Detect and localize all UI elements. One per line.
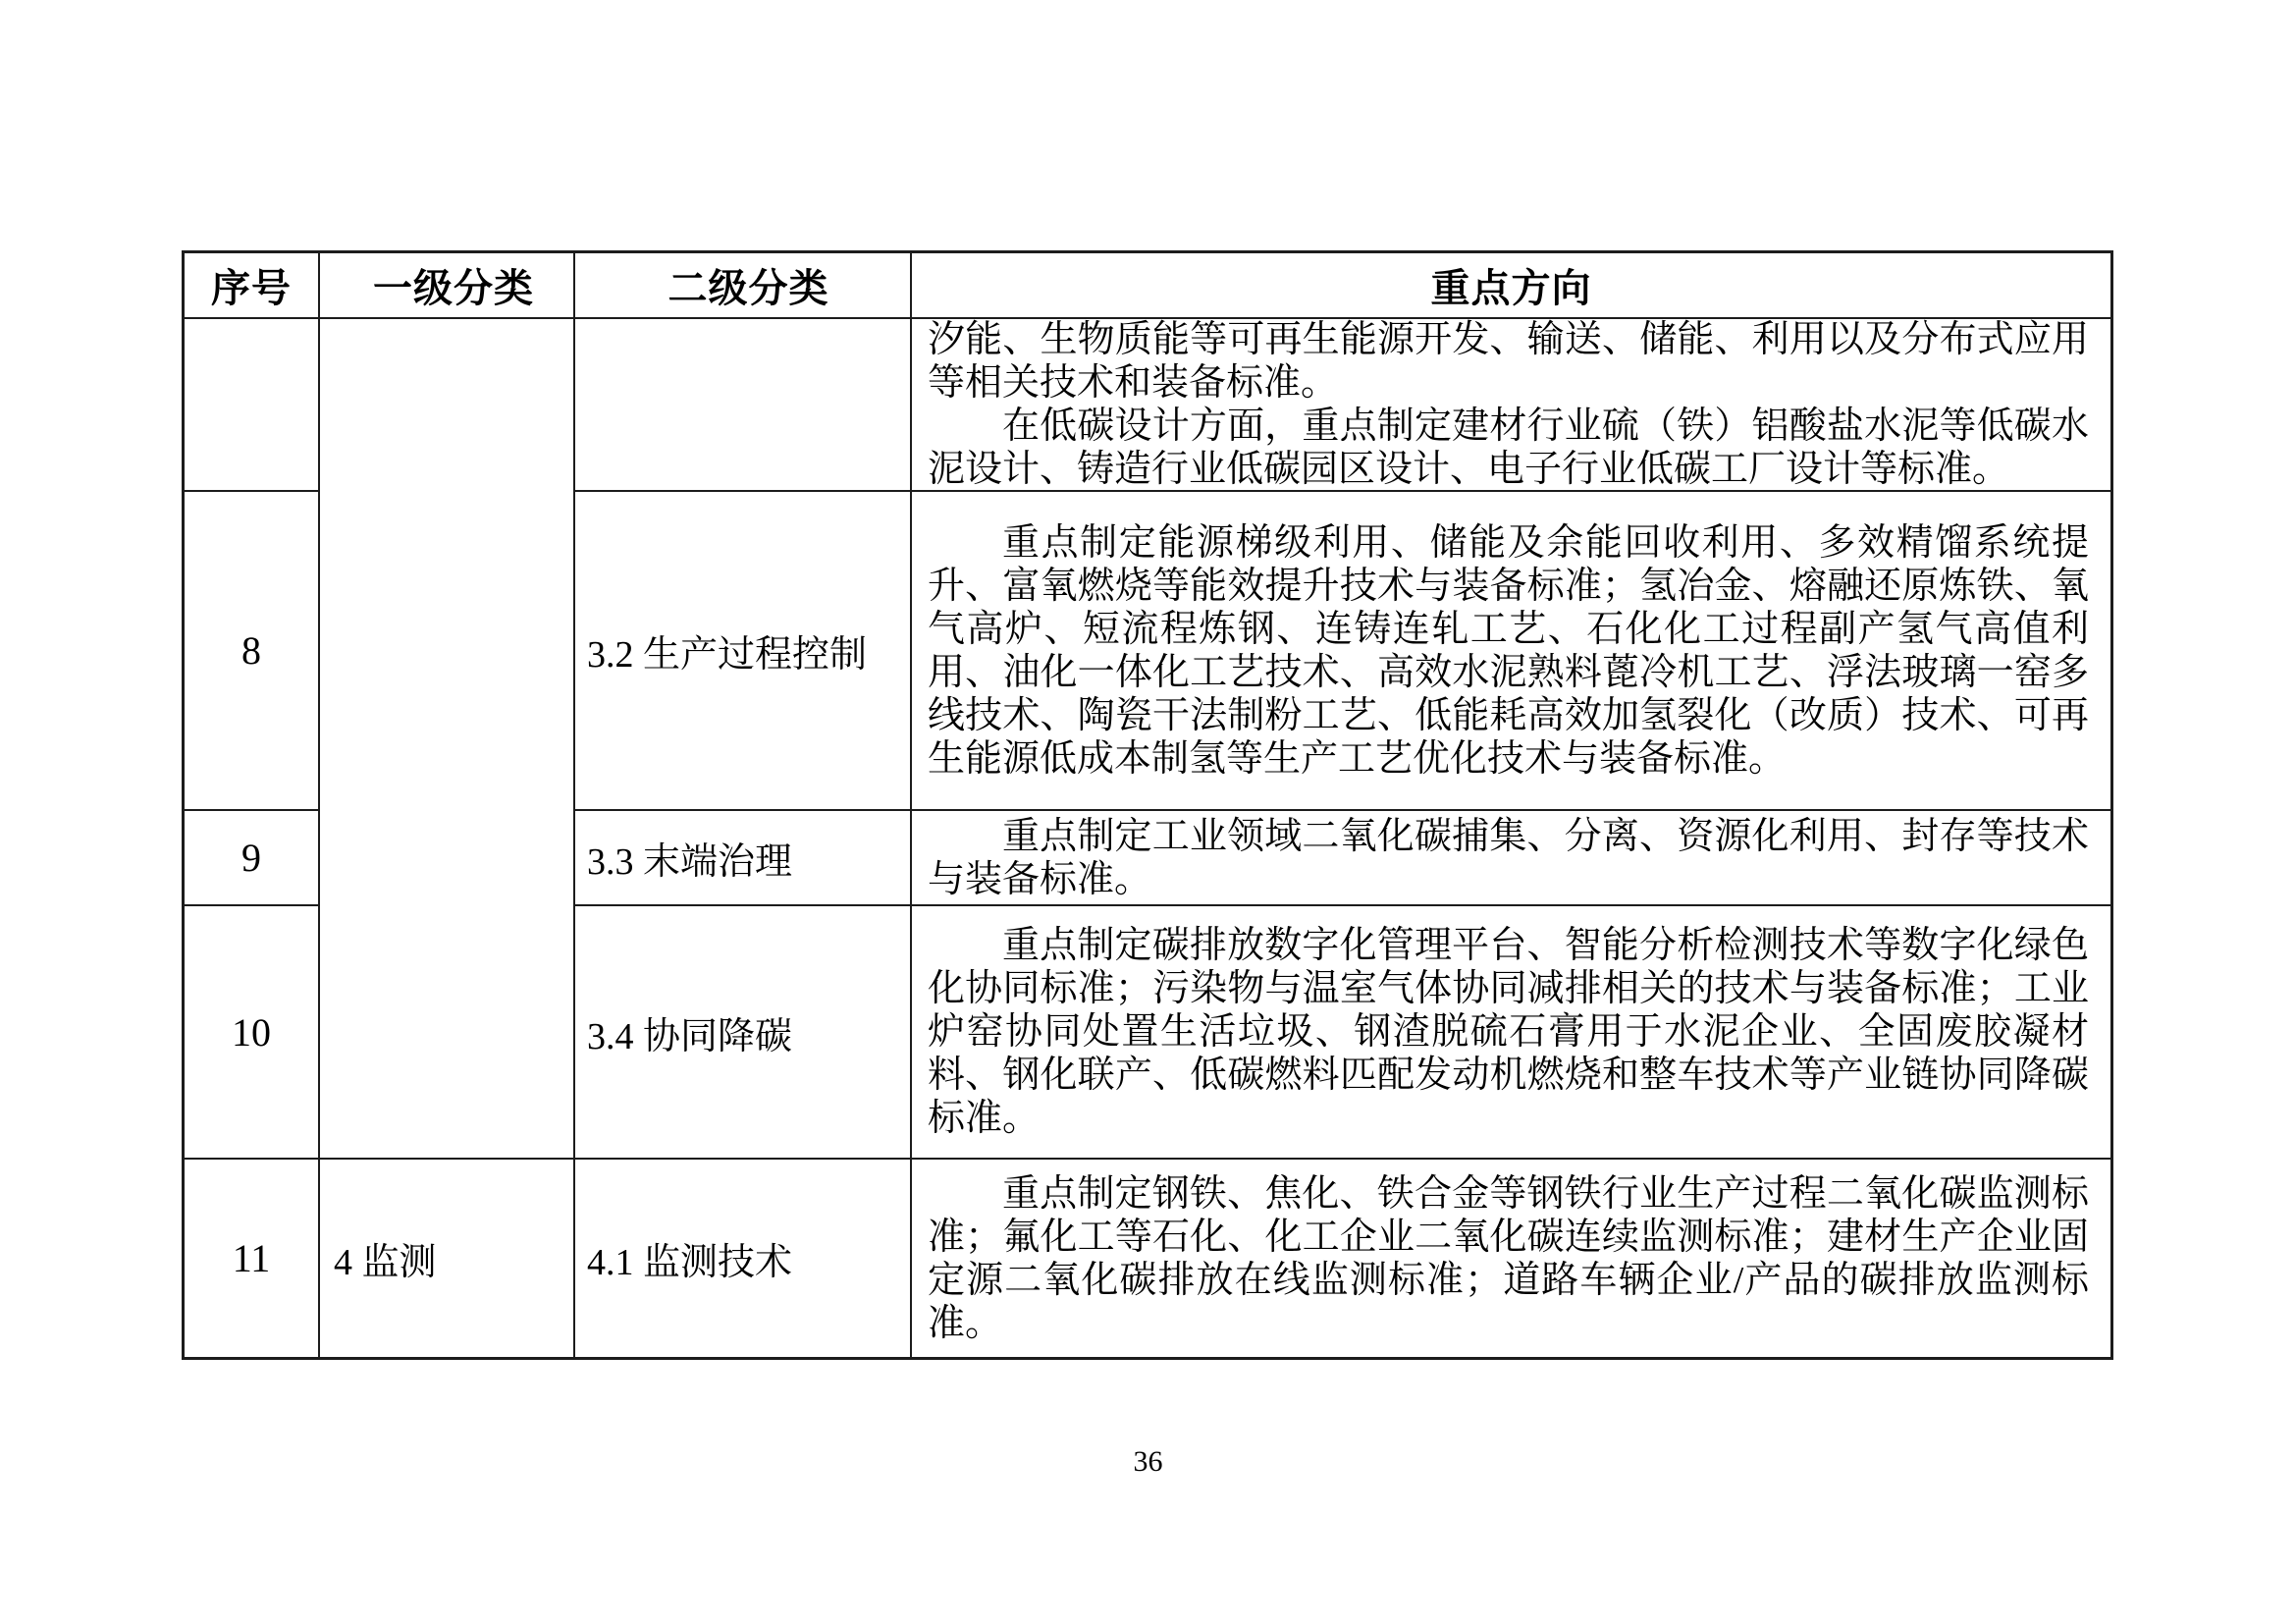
classification-table bbox=[182, 250, 2113, 1360]
focus-cell-4-1 bbox=[912, 1160, 2110, 1357]
focus-cell-continuation bbox=[912, 319, 2110, 492]
page-number: 36 bbox=[1133, 1445, 1163, 1478]
serial-cell-10: 10 bbox=[185, 906, 320, 1160]
serial-cell-11: 11 bbox=[185, 1160, 320, 1357]
header-serial-number: 序号 bbox=[185, 253, 320, 319]
paragraph: 汐能、生物质能等可再生能源开发、输送、储能、利用以及分布式应用等相关技术和装备标准。 bbox=[928, 319, 2089, 404]
serial-cell-9: 9 bbox=[185, 811, 320, 906]
focus-cell-3-3 bbox=[912, 811, 2110, 906]
header-key-direction: 重点方向 bbox=[912, 253, 2110, 319]
paragraph: 重点制定能源梯级利用、储能及余能回收利用、多效精馏系统提升、富氧燃烧等能效提升技术与装备标准；氢冶金、熔融还原炼铁、氧气高炉、短流程炼钢、连铸连轧工艺、石化化工过程副产氢气高值利用、油化一体化工艺技术、高效水泥熟料蓖冷机工艺、浮法玻璃一窑多线技术、陶瓷干法制粉工艺、低能耗高效加氢裂化（改质）技术、可再生能源低成本制氢等生产工艺优化技术与装备标准。 bbox=[928, 521, 2089, 780]
serial-cell-8: 8 bbox=[185, 492, 320, 811]
level1-cell-4: 4 监测 bbox=[320, 1160, 575, 1357]
paragraph: 重点制定碳排放数字化管理平台、智能分析检测技术等数字化绿色化协同标准；污染物与温室气体协同减排相关的技术与装备标准；工业炉窑协同处置生活垃圾、钢渣脱硫石膏用于水泥企业、全固废胶凝材料、钢化联产、低碳燃料匹配发动机燃烧和整车技术等产业链协同降碳标准。 bbox=[928, 925, 2089, 1139]
paragraph: 重点制定钢铁、焦化、铁合金等钢铁行业生产过程二氧化碳监测标准；氟化工等石化、化工企业二氧化碳连续监测标准；建材生产企业固定源二氧化碳排放在线监测标准；道路车辆企业/产品的碳排放监测标准。 bbox=[928, 1172, 2089, 1344]
level2-cell-3-3: 3.3 末端治理 bbox=[575, 811, 912, 906]
level2-cell-3-2: 3.2 生产过程控制 bbox=[575, 492, 912, 811]
header-level1-category: 一级分类 bbox=[320, 253, 575, 319]
level1-cell-merged-empty bbox=[320, 319, 575, 1160]
level2-cell-empty bbox=[575, 319, 912, 492]
focus-cell-3-2 bbox=[912, 492, 2110, 811]
level2-cell-3-4: 3.4 协同降碳 bbox=[575, 906, 912, 1160]
level2-cell-4-1: 4.1 监测技术 bbox=[575, 1160, 912, 1357]
serial-cell-empty bbox=[185, 319, 320, 492]
paragraph: 在低碳设计方面，重点制定建材行业硫（铁）铝酸盐水泥等低碳水泥设计、铸造行业低碳园区设计、电子行业低碳工厂设计等标准。 bbox=[928, 406, 2089, 490]
focus-cell-3-4 bbox=[912, 906, 2110, 1160]
paragraph: 重点制定工业领域二氧化碳捕集、分离、资源化利用、封存等技术与装备标准。 bbox=[928, 815, 2089, 900]
header-level2-category: 二级分类 bbox=[575, 253, 912, 319]
